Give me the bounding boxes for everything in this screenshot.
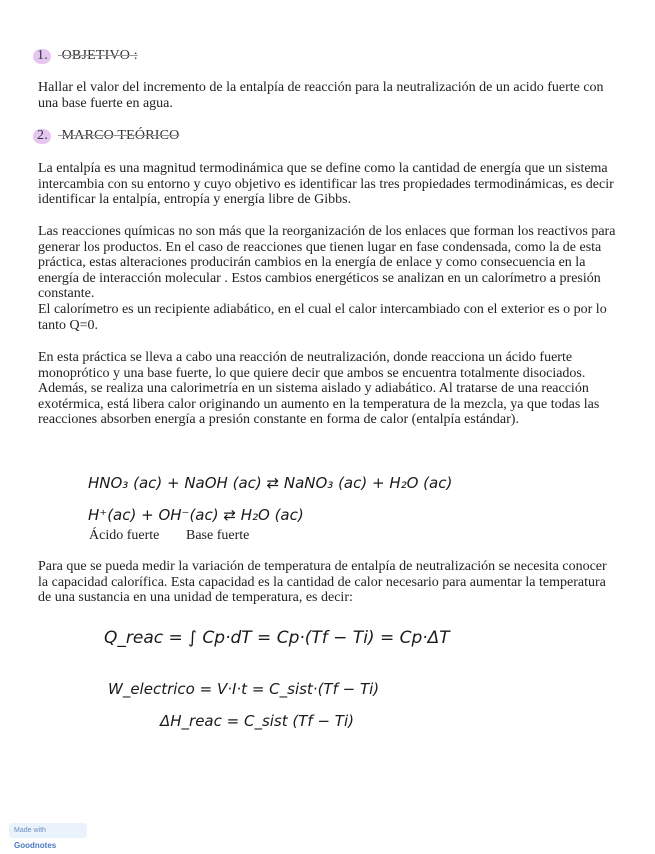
section-title: OBJETIVO : [61, 48, 138, 63]
footer-made-with: Made with [14, 827, 46, 834]
section-number: 1. [37, 48, 48, 63]
formula-enthalpy: ΔH_reac = C_sist (Tf − Ti) [160, 712, 354, 730]
footer-brand: Goodnotes [14, 841, 57, 850]
formula-heat: Q_reac = ∫ Cp·dT = Cp·(Tf − Ti) = Cp·ΔT [104, 628, 450, 648]
equation-ionic: H⁺(ac) + OH⁻(ac) ⇄ H₂O (ac) [88, 506, 304, 524]
goodnotes-badge [9, 823, 87, 850]
paragraph-reacciones: Las reacciones químicas no son más que la reorganización de los enlaces que forman los reactivos para generar los productos. En el caso de reacciones que tienen lugar en fase condensada, como la de esta práctica, estas alteraciones producirán cambios en la energía de enlace y como consecuencia en la energía de interacción molecular . Estos cambios energéticos se analizan en un calorímetro a presión constante. [38, 224, 616, 301]
label-acid: Ácido fuerte [89, 528, 160, 543]
section-number: 2. [37, 128, 48, 143]
paragraph-practica: En esta práctica se lleva a cabo una reacción de neutralización, donde reacciona un ácido fuerte monoprótico y una base fuerte, lo que quiere decir que ambos se encuentra totalmente disociados. Además, se realiza una calorimetría en un sistema aislado y adiabático. Al tratarse de una reacción exotérmica, está libera calor originando un aumento en la temperatura de la mezcla, ya que todas las reacciones absorben energía a presión constante en forma de calor (entalpía estándar). [38, 350, 600, 427]
objective-text: Hallar el valor del incremento de la entalpía de reacción para la neutralización de un acido fuerte con una base fuerte en agua. [38, 80, 604, 111]
label-base: Base fuerte [186, 528, 250, 543]
section-title: MARCO TEÓRICO [61, 128, 180, 143]
section-heading-marco [37, 128, 179, 144]
equation-neutralization: HNO₃ (ac) + NaOH (ac) ⇄ NaNO₃ (ac) + H₂O (ac) [88, 474, 453, 492]
formula-work: W_electrico = V·I·t = C_sist·(Tf − Ti) [108, 680, 380, 698]
paragraph-capacidad: Para que se pueda medir la variación de temperatura de entalpía de neutralización se necesita conocer la capacidad calorífica. Esta capacidad es la cantidad de calor necesario para aumentar la temperatura de una sustancia en una unidad de temperatura, es decir: [38, 559, 607, 605]
paragraph-entalpia: La entalpía es una magnitud termodinámica que se define como la cantidad de energía que un sistema intercambia con su entorno y cuyo objetivo es identificar las tres propiedades termodinámicas, es decir identificar la entalpía, entropía y energía libre de Gibbs. [38, 161, 614, 207]
paragraph-calorimetro: El calorímetro es un recipiente adiabático, en el cual el calor intercambiado con el exterior es o por lo tanto Q=0. [38, 302, 607, 333]
section-heading-objective [37, 48, 138, 64]
